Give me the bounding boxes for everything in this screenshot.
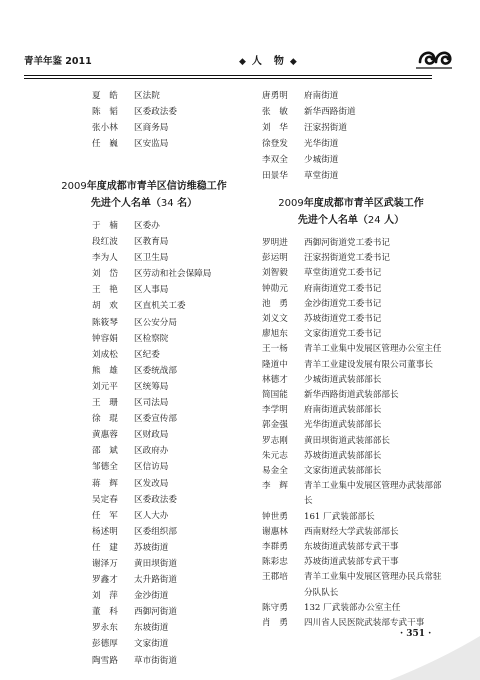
person-unit: 区司法局 <box>134 398 169 409</box>
person-unit: 府南街道武装部部长 <box>304 405 382 416</box>
list-item <box>92 556 252 572</box>
person-name: 邹德全 <box>92 462 118 473</box>
section1-title-line2: 先进个人名单（34 名） <box>90 198 198 209</box>
list-item <box>262 418 442 433</box>
list-item <box>92 395 252 411</box>
person-name: 徐登发 <box>262 139 288 150</box>
person-name: 罗鑫才 <box>92 575 118 586</box>
list-item <box>92 508 252 524</box>
person-name: 钟勋元 <box>262 283 288 294</box>
person-unit: 区教育局 <box>134 237 169 248</box>
list-item <box>92 315 252 331</box>
list-item <box>92 266 252 282</box>
person-name: 陈彩忠 <box>262 557 288 568</box>
section1-title <box>34 178 254 212</box>
right-continuation-list <box>262 88 442 185</box>
list-item <box>92 363 252 379</box>
person-name: 刘 萍 <box>92 591 118 602</box>
person-name: 李双全 <box>262 155 288 166</box>
section2-title <box>256 195 446 229</box>
person-name: 罗明进 <box>262 238 288 248</box>
person-unit: 西御河街道党工委书记 <box>304 238 390 248</box>
person-unit: 苏坡街道 <box>134 542 169 553</box>
person-name: 罗永东 <box>92 623 118 634</box>
person-unit: 161 厂武装部部长 <box>304 511 375 522</box>
person-name: 熊 雄 <box>92 365 118 376</box>
list-item <box>262 297 442 312</box>
person-unit: 区人事局 <box>134 285 169 296</box>
person-name: 彭德厚 <box>92 639 118 650</box>
person-unit: 草堂街道 <box>304 171 339 182</box>
list-item <box>92 136 242 152</box>
person-unit: 汪家拐街道 <box>304 123 347 134</box>
person-name: 池 勇 <box>262 298 288 309</box>
person-name: 李为人 <box>92 253 118 264</box>
list-item <box>92 524 252 540</box>
person-unit: 区劳动和社会保障局 <box>134 269 212 280</box>
list-item <box>92 443 252 459</box>
person-unit: 区政府办 <box>134 446 169 457</box>
person-name: 隆道中 <box>262 359 288 370</box>
list-item <box>262 136 442 152</box>
person-name: 唐勇明 <box>262 91 288 101</box>
list-item <box>92 218 252 234</box>
header-rule-thin <box>24 78 432 79</box>
person-unit: 区法院 <box>134 91 160 101</box>
person-unit: 区委宣传部 <box>134 414 177 425</box>
person-name: 彭运明 <box>262 253 288 264</box>
left-continuation-list <box>92 88 242 152</box>
list-item <box>92 427 252 443</box>
list-item <box>92 459 252 475</box>
person-name: 刘智毅 <box>262 268 288 279</box>
section2-title-line2: 先进个人名单（24 人） <box>297 215 405 226</box>
person-name: 陈守勇 <box>262 602 288 613</box>
person-name: 田景华 <box>262 171 288 182</box>
person-unit: 太升路街道 <box>134 575 177 586</box>
person-unit: 132 厂武装部办公室主任 <box>304 602 401 613</box>
person-unit: 新华西路街道 <box>304 107 356 118</box>
person-unit: 青羊工业集中发展区管理办公室主任 <box>304 344 442 355</box>
section2-list <box>262 236 442 631</box>
person-name: 蒋 辉 <box>92 478 118 489</box>
person-unit: 西南财经大学武装部部长 <box>304 526 399 537</box>
list-item <box>92 653 252 669</box>
person-unit: 区人大办 <box>134 510 169 521</box>
section-label: 人 物 <box>251 56 285 67</box>
section1-title-line1: 2009年度成都市青羊区信访维稳工作 <box>61 181 227 192</box>
person-name: 胡 欢 <box>92 301 118 312</box>
person-name: 张 敏 <box>262 107 288 118</box>
list-item <box>262 388 442 403</box>
person-unit: 西御河街道 <box>134 607 177 618</box>
person-unit: 四川省人民医院武装部专武干事 <box>304 618 425 629</box>
corner-decoration <box>370 630 480 680</box>
person-name: 钟容娟 <box>92 333 118 344</box>
person-name: 李 辉 <box>262 481 288 492</box>
person-unit: 光华街道武装部部长 <box>304 420 382 431</box>
person-name: 陈筱琴 <box>92 317 118 328</box>
list-item <box>262 358 442 373</box>
list-item <box>262 266 442 281</box>
list-item <box>262 510 442 525</box>
person-unit: 区委统战部 <box>134 365 177 376</box>
list-item <box>92 331 252 347</box>
person-name: 杨述明 <box>92 526 118 537</box>
person-name: 王 珊 <box>92 398 118 409</box>
list-item <box>262 570 442 600</box>
list-item <box>92 476 252 492</box>
person-name: 邵 斌 <box>92 446 118 457</box>
person-unit: 区委政法委 <box>134 494 177 505</box>
person-name: 谢惠林 <box>262 526 288 537</box>
person-name: 陈 韬 <box>92 107 118 118</box>
person-name: 王郡培 <box>262 572 288 583</box>
person-unit: 区检察院 <box>134 333 169 344</box>
person-unit: 文家街道武装部部长 <box>304 466 382 477</box>
list-item <box>262 120 442 136</box>
person-unit: 新华西路街道武装部部长 <box>304 390 399 401</box>
person-name: 段红波 <box>92 237 118 248</box>
person-unit: 黄田坝街道 <box>134 558 177 569</box>
person-name: 刘成松 <box>92 349 118 360</box>
person-name: 刘义文 <box>262 314 288 325</box>
list-item <box>262 449 442 464</box>
person-unit: 区卫生局 <box>134 253 169 264</box>
person-unit: 区委政法委 <box>134 107 177 118</box>
person-name: 黄惠蓉 <box>92 430 118 441</box>
person-unit: 汪家拐街道党工委书记 <box>304 253 390 264</box>
person-unit: 区发改局 <box>134 478 169 489</box>
person-unit: 文家街道 <box>134 639 169 650</box>
list-item <box>92 298 252 314</box>
list-item <box>92 636 252 652</box>
person-unit: 区信访局 <box>134 462 169 473</box>
list-item <box>92 620 252 636</box>
list-item <box>262 434 442 449</box>
person-name: 于 楠 <box>92 221 118 231</box>
list-item <box>262 104 442 120</box>
list-item <box>92 379 252 395</box>
list-item <box>262 342 442 357</box>
person-unit: 区委组织部 <box>134 526 177 537</box>
person-unit: 府南街道党工委书记 <box>304 283 382 294</box>
list-item <box>262 88 442 104</box>
person-unit: 东坡街道 <box>134 623 169 634</box>
list-item <box>262 540 442 555</box>
person-name: 任 军 <box>92 510 118 521</box>
header-rule <box>24 75 432 76</box>
list-item <box>262 236 442 251</box>
person-name: 董 科 <box>92 607 118 618</box>
person-name: 张小林 <box>92 123 118 134</box>
person-unit: 区公安分局 <box>134 317 177 328</box>
person-name: 李学明 <box>262 405 288 416</box>
list-item <box>262 403 442 418</box>
person-name: 简国能 <box>262 390 288 401</box>
person-unit: 区统筹局 <box>134 381 169 392</box>
list-item <box>92 120 242 136</box>
person-unit: 区商务局 <box>134 123 169 134</box>
person-unit: 区安监局 <box>134 139 169 150</box>
person-unit: 草堂街道党工委书记 <box>304 268 382 279</box>
person-name: 郭金强 <box>262 420 288 431</box>
person-name: 王 艳 <box>92 285 118 296</box>
list-item <box>262 464 442 479</box>
person-unit: 少城街道 <box>304 155 339 166</box>
list-item <box>262 327 442 342</box>
diamond-icon: ◆ <box>289 57 298 67</box>
person-name: 徐 琨 <box>92 414 118 425</box>
person-name: 刘 岱 <box>92 269 118 280</box>
person-name: 陶雪路 <box>92 655 118 666</box>
list-item <box>92 492 252 508</box>
person-unit: 苏坡街道武装部部长 <box>304 450 382 461</box>
person-name: 朱元志 <box>262 450 288 461</box>
person-unit: 青羊工业集中发展区管理办武装部部长 <box>304 481 442 507</box>
person-name: 刘元平 <box>92 381 118 392</box>
person-unit: 区委办 <box>134 221 160 231</box>
yearbook-title: 青羊年鉴 2011 <box>24 56 92 67</box>
person-name: 任 建 <box>92 542 118 553</box>
list-item <box>92 604 252 620</box>
person-unit: 苏坡街道武装部专武干事 <box>304 557 399 568</box>
list-item <box>262 152 442 168</box>
page-number: · 351 · <box>400 629 432 639</box>
list-item <box>92 88 242 104</box>
swirl-logo-icon <box>414 44 454 72</box>
list-item <box>262 251 442 266</box>
person-unit: 区直机关工委 <box>134 301 186 312</box>
person-name: 王一杨 <box>262 344 288 355</box>
list-item <box>262 601 442 616</box>
person-name: 林德才 <box>262 374 288 385</box>
person-unit: 金沙街道 <box>134 591 169 602</box>
person-name: 李群勇 <box>262 542 288 553</box>
list-item <box>262 373 442 388</box>
list-item <box>92 540 252 556</box>
person-unit: 苏坡街道党工委书记 <box>304 314 382 325</box>
list-item <box>92 104 242 120</box>
list-item <box>92 588 252 604</box>
person-unit: 区财政局 <box>134 430 169 441</box>
running-header <box>24 44 456 72</box>
person-unit: 文家街道党工委书记 <box>304 329 382 340</box>
diamond-icon: ◆ <box>239 57 247 67</box>
person-name: 肖 勇 <box>262 618 288 629</box>
list-item <box>92 250 252 266</box>
person-name: 易金全 <box>262 466 288 477</box>
list-item <box>262 525 442 540</box>
person-name: 谢泽万 <box>92 558 118 569</box>
section-heading <box>234 52 303 67</box>
list-item <box>92 347 252 363</box>
list-item <box>92 234 252 250</box>
person-unit: 光华街道 <box>304 139 339 150</box>
list-item <box>262 479 442 509</box>
person-unit: 少城街道武装部部长 <box>304 374 382 385</box>
person-name: 夏 皓 <box>92 91 118 101</box>
person-name: 任 巍 <box>92 139 118 150</box>
person-unit: 青羊工业集中发展区管理办民兵常驻分队队长 <box>304 572 442 598</box>
person-name: 罗志刚 <box>262 435 288 446</box>
person-unit: 青羊工业建设发展有限公司董事长 <box>304 359 433 370</box>
list-item <box>262 312 442 327</box>
list-item <box>262 168 442 184</box>
person-unit: 金沙街道党工委书记 <box>304 298 382 309</box>
list-item <box>92 572 252 588</box>
list-item <box>262 555 442 570</box>
section1-list <box>92 218 252 669</box>
person-unit: 区纪委 <box>134 349 160 360</box>
person-name: 廖旭东 <box>262 329 288 340</box>
person-name: 钟世勇 <box>262 511 288 522</box>
list-item <box>92 411 252 427</box>
section2-title-line1: 2009年度成都市青羊区武装工作 <box>278 198 424 209</box>
person-name: 刘 华 <box>262 123 288 134</box>
list-item <box>262 282 442 297</box>
person-unit: 东坡街道武装部专武干事 <box>304 542 399 553</box>
list-item <box>92 282 252 298</box>
person-unit: 府南街道 <box>304 91 339 101</box>
person-name: 吴定春 <box>92 494 118 505</box>
person-unit: 黄田坝街道武装部部长 <box>304 435 390 446</box>
person-unit: 草市街街道 <box>134 655 177 666</box>
